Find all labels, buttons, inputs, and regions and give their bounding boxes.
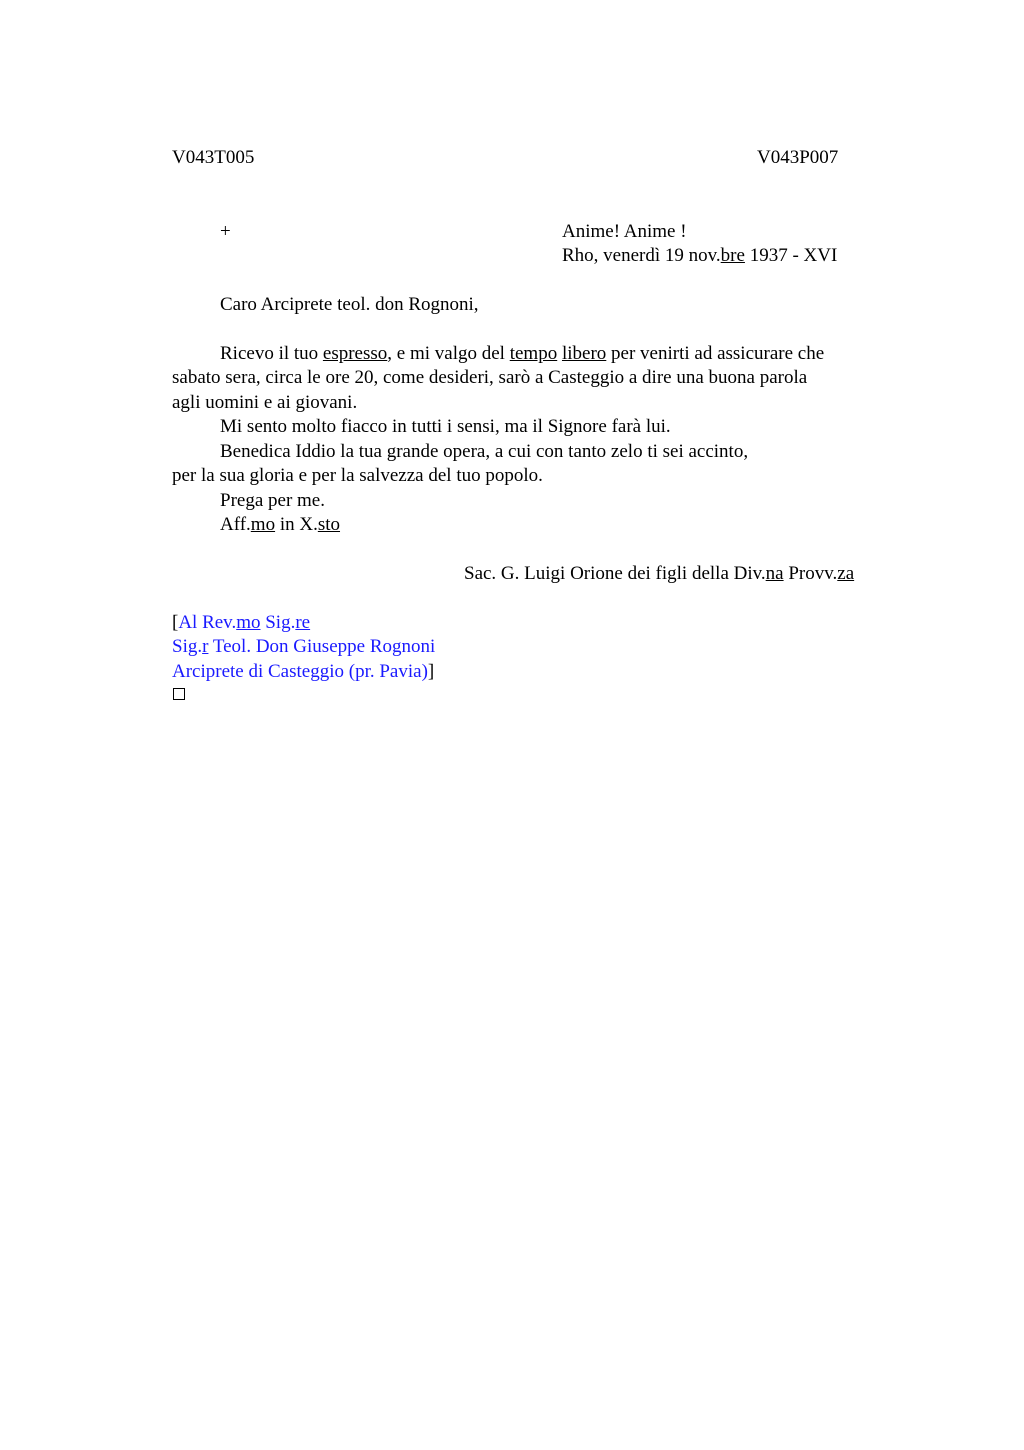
document-code-left: V043T005 [172,147,255,168]
motto: Anime! Anime ! [562,221,687,242]
body-line-2: sabato sera, circa le ore 20, come desideri, sarò a Casteggio a dire una buona parola [172,367,808,388]
body-line-7: Prega per me. [220,490,325,511]
address-line-3: Arciprete di Casteggio (pr. Pavia)] [172,661,435,682]
empty-box-icon [173,688,185,700]
body-line-3: agli uomini e ai giovani. [172,392,358,413]
cross-symbol: + [220,221,231,242]
address-line-1: [Al Rev.mo Sig.re [172,612,311,633]
body-line-6: per la sua gloria e per la salvezza del tuo popolo. [172,465,543,486]
closing: Aff.mo in X.sto [220,514,341,535]
document-code-right: V043P007 [757,147,839,168]
salutation: Caro Arciprete teol. don Rognoni, [220,294,479,315]
address-line-2: Sig.r Teol. Don Giuseppe Rognoni [172,636,436,657]
body-line-5: Benedica Iddio la tua grande opera, a cui con tanto zelo ti sei accinto, [220,441,749,462]
body-line-1: Ricevo il tuo espresso, e mi valgo del tempo libero per venirti ad assicurare che [220,343,825,364]
body-line-4: Mi sento molto fiacco in tutti i sensi, ma il Signore farà lui. [220,416,671,437]
signature: Sac. G. Luigi Orione dei figli della Div.na Provv.za [464,563,855,584]
dateline: Rho, venerdì 19 nov.bre 1937 - XVI [562,245,838,266]
